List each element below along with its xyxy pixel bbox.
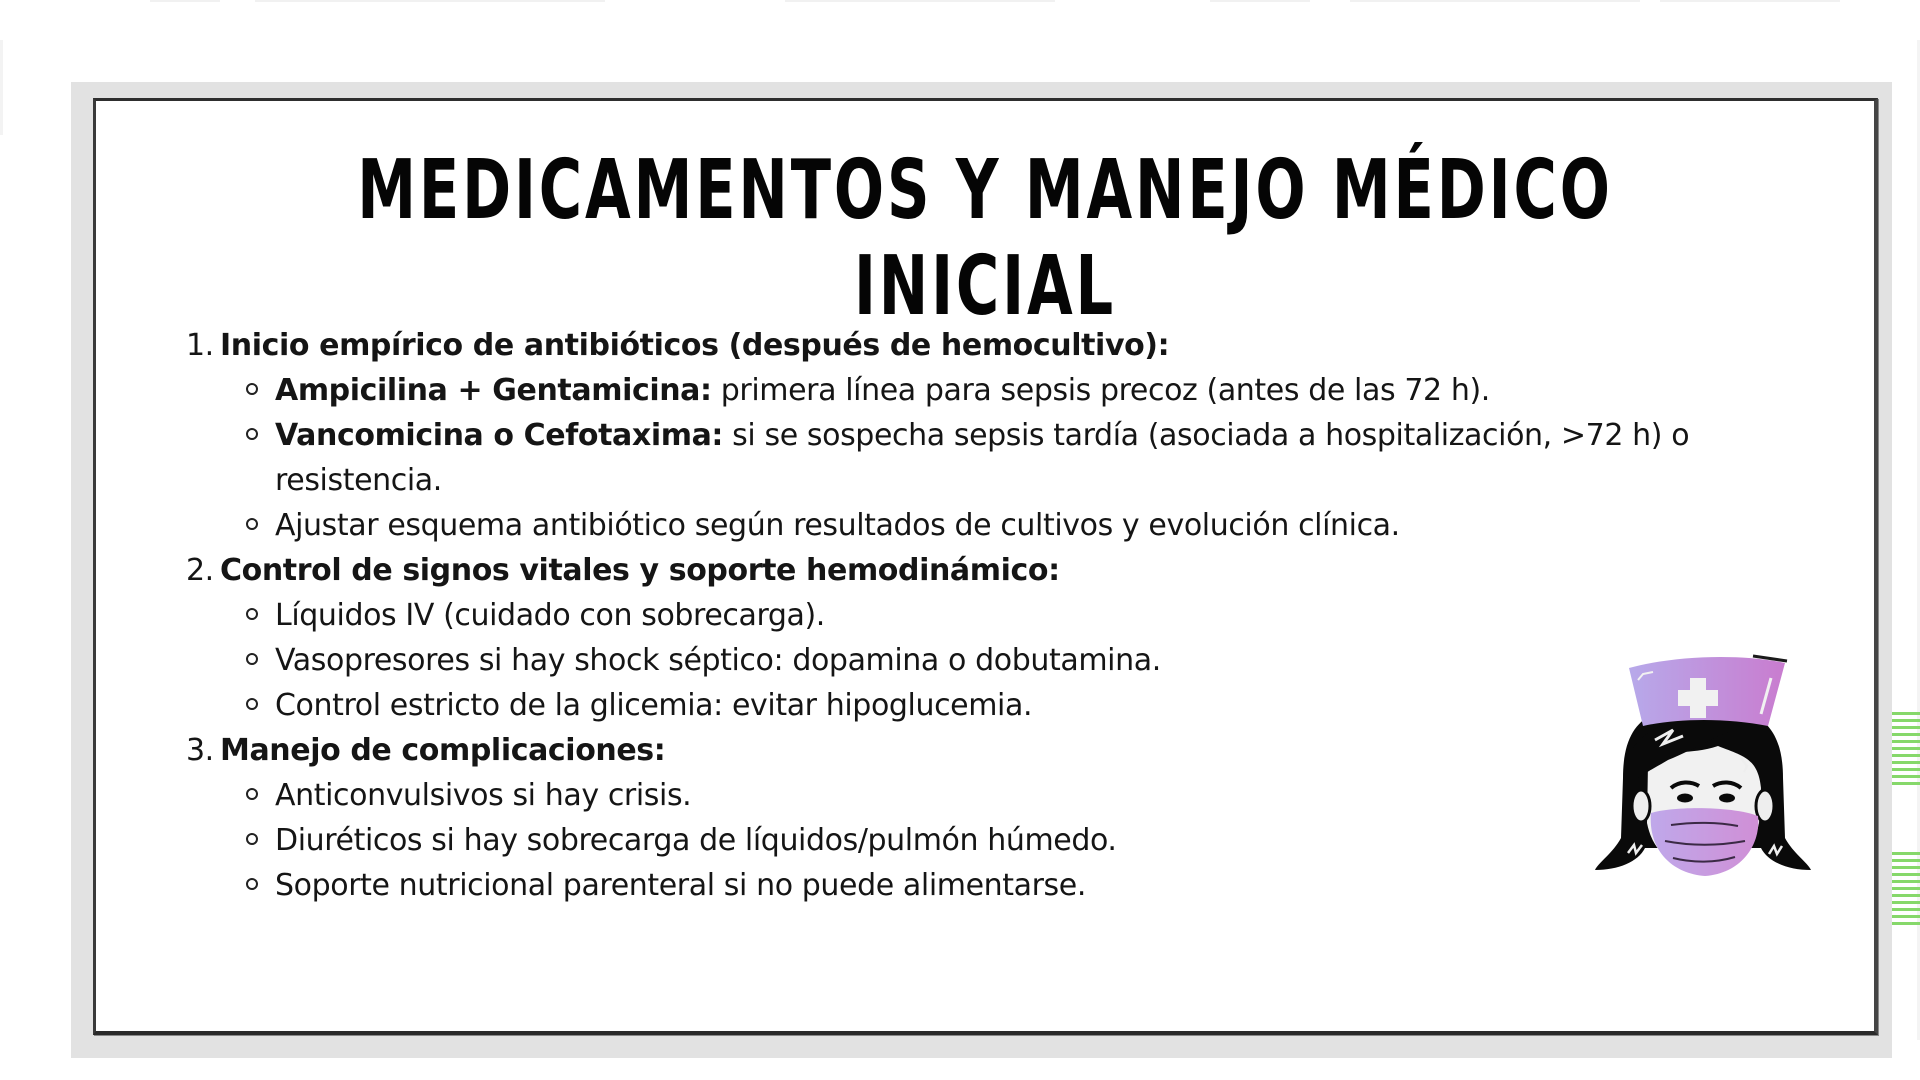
list-item-lead: Vancomicina o Cefotaxima: [275,418,724,453]
section-title: Control de signos vitales y soporte hemodinámico: [220,553,1060,588]
slide-title-line-2: INICIAL [853,239,1117,334]
list-item [186,368,1786,413]
hollow-bullet-icon [246,653,258,665]
slide-card [93,98,1878,1035]
list-item [186,593,1786,638]
top-edge-decoration [0,0,1920,3]
list-item-text [275,638,1786,683]
hollow-bullet-icon [246,428,258,440]
list-item-text [275,818,1786,863]
section-antibiotics [186,323,1786,548]
list-item-body: Vasopresores si hay shock séptico: dopamina o dobutamina. [275,643,1161,678]
slide-content-list [186,323,1786,908]
list-item-lead: Ampicilina + Gentamicina: [275,373,712,408]
list-item-body: Control estricto de la glicemia: evitar hipoglucemia. [275,688,1033,723]
section-vital-signs [186,548,1786,728]
section-complications [186,728,1786,908]
hollow-bullet-icon [246,518,258,530]
list-item [186,683,1786,728]
list-item-body: si se sospecha sepsis tardía (asociada a hospitalización, >72 h) o resistencia. [275,418,1690,498]
section-heading [186,728,1786,773]
list-item [186,638,1786,683]
list-item-text [275,368,1786,413]
list-item-body: primera línea para sepsis precoz (antes de las 72 h). [711,373,1490,408]
slide-title [345,143,1625,335]
hollow-bullet-icon [246,383,258,395]
list-item-text [275,773,1786,818]
list-item-text [275,683,1786,728]
section-number: 1. [186,328,214,363]
list-item [186,818,1786,863]
slide-title-line-1: MEDICAMENTOS Y MANEJO MÉDICO [357,143,1613,238]
list-item-text [275,413,1786,503]
list-item [186,503,1786,548]
list-item-body: Anticonvulsivos si hay crisis. [275,778,692,813]
list-item [186,413,1786,503]
green-stripes-decoration [1892,852,1920,929]
list-item-text [275,863,1786,908]
list-item [186,773,1786,818]
hollow-bullet-icon [246,698,258,710]
left-edge-decoration [0,40,3,135]
list-item-body: Líquidos IV (cuidado con sobrecarga). [275,598,825,633]
hollow-bullet-icon [246,878,258,890]
section-heading [186,548,1786,593]
hollow-bullet-icon [246,608,258,620]
list-item-body: Soporte nutricional parenteral si no puede alimentarse. [275,868,1086,903]
list-item-body: Ajustar esquema antibiótico según resultados de cultivos y evolución clínica. [275,508,1400,543]
hollow-bullet-icon [246,788,258,800]
green-stripes-decoration [1892,712,1920,789]
section-title: Inicio empírico de antibióticos (después de hemocultivo): [220,328,1170,363]
list-item [186,863,1786,908]
list-item-text [275,503,1786,548]
section-number: 3. [186,733,214,768]
section-heading [186,323,1786,368]
list-item-text [275,593,1786,638]
list-item-body: Diuréticos si hay sobrecarga de líquidos/pulmón húmedo. [275,823,1117,858]
section-title: Manejo de complicaciones: [220,733,666,768]
nurse-with-mask-icon [1593,648,1813,883]
section-number: 2. [186,553,214,588]
hollow-bullet-icon [246,833,258,845]
